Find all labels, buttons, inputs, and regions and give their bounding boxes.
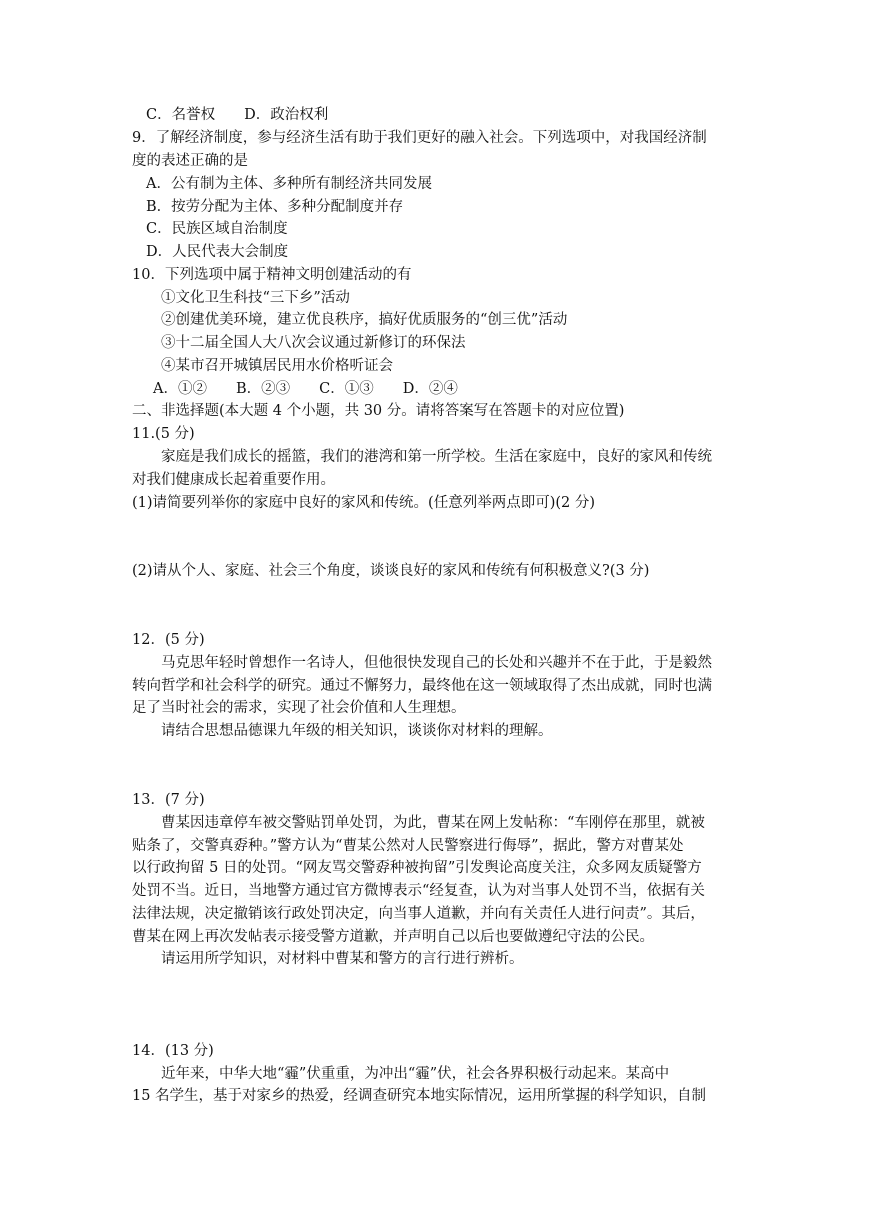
q13-paragraph-line-6: 曹某在网上再次发帖表示接受警方道歉，并声明自己以后也要做遵纪守法的公民。 (132, 929, 654, 945)
q13-paragraph-line-5: 法律法规，决定撤销该行政处罚决定，向当事人道歉，并向有关责任人进行问责”。其后， (132, 906, 705, 922)
q8-options-cd: C．名誉权 D．政治权利 (146, 107, 329, 123)
q9-option-c: C．民族区域自治制度 (146, 221, 288, 237)
q13-paragraph-line-4: 处罚不当。近日，当地警方通过官方微博表示“经复查，认为对当事人处罚不当，依据有关 (132, 883, 705, 899)
q9-option-d: D．人民代表大会制度 (146, 244, 289, 260)
q13-header: 13．(7 分) (132, 792, 205, 808)
q12-header: 12．(5 分) (132, 632, 205, 648)
q12-paragraph-line-3: 足了当时社会的需求，实现了社会价值和人生理想。 (132, 700, 466, 716)
section-2-heading: 二、非选择题(本大题 4 个小题，共 30 分。请将答案写在答题卡的对应位置) (132, 403, 625, 419)
q12-paragraph-line-2: 转向哲学和社会科学的研究。通过不懈努力，最终他在这一领域取得了杰出成就，同时也满 (132, 678, 712, 694)
q13-paragraph-line-1: 曹某因违章停车被交警贴罚单处罚，为此，曹某在网上发帖称：“车刚停在那里，就被 (161, 815, 705, 831)
q13-paragraph-line-2: 贴条了，交警真孬种。”警方认为“曹某公然对人民警察进行侮辱”，据此，警方对曹某处 (132, 838, 684, 854)
q9-option-a: A．公有制为主体、多种所有制经济共同发展 (146, 176, 432, 192)
q12-prompt: 请结合思想品德课九年级的相关知识，谈谈你对材料的理解。 (161, 723, 553, 739)
q9-stem-line-1: 9．了解经济制度，参与经济生活有助于我们更好的融入社会。下列选项中，对我国经济制 (132, 130, 707, 146)
q11-paragraph-line-2: 对我们健康成长起着重要作用。 (132, 472, 335, 488)
q9-stem-line-2: 度的表述正确的是 (132, 153, 248, 169)
q14-paragraph-line-1: 近年来，中华大地“霾”伏重重，为冲出“霾”伏，社会各界积极行动起来。某高中 (161, 1066, 670, 1082)
q12-paragraph-line-1: 马克思年轻时曾想作一名诗人，但他很快发现自己的长处和兴趣并不在于此，于是毅然 (161, 655, 712, 671)
q11-header: 11.(5 分) (132, 426, 195, 442)
q9-option-b: B．按劳分配为主体、多种分配制度并存 (146, 199, 404, 215)
q10-item-1: ①文化卫生科技“三下乡”活动 (161, 290, 350, 306)
q11-paragraph-line-1: 家庭是我们成长的摇篮，我们的港湾和第一所学校。生活在家庭中，良好的家风和传统 (161, 449, 712, 465)
q10-item-2: ②创建优美环境，建立优良秩序，搞好优质服务的“创三优”活动 (161, 312, 568, 328)
q13-prompt: 请运用所学知识，对材料中曹某和警方的言行进行辨析。 (161, 951, 524, 967)
q11-sub-question-1: (1)请简要列举你的家庭中良好的家风和传统。(任意列举两点即可)(2 分) (132, 495, 595, 511)
q11-sub-question-2: (2)请从个人、家庭、社会三个角度，谈谈良好的家风和传统有何积极意义?(3 分) (132, 563, 650, 579)
q10-item-4: ④某市召开城镇居民用水价格听证会 (161, 358, 393, 374)
q10-stem: 10．下列选项中属于精神文明创建活动的有 (132, 267, 412, 283)
q14-paragraph-line-2: 15 名学生，基于对家乡的热爱，经调查研究本地实际情况，运用所掌握的科学知识，自制 (132, 1088, 707, 1104)
q13-paragraph-line-3: 以行政拘留 5 日的处罚。“网友骂交警孬种被拘留”引发舆论高度关注，众多网友质疑警方 (132, 860, 702, 876)
q14-header: 14．(13 分) (132, 1043, 214, 1059)
q10-item-3: ③十二届全国人大八次会议通过新修订的环保法 (161, 335, 466, 351)
q10-options: A．①② B．②③ C．①③ D．②④ (153, 381, 458, 397)
